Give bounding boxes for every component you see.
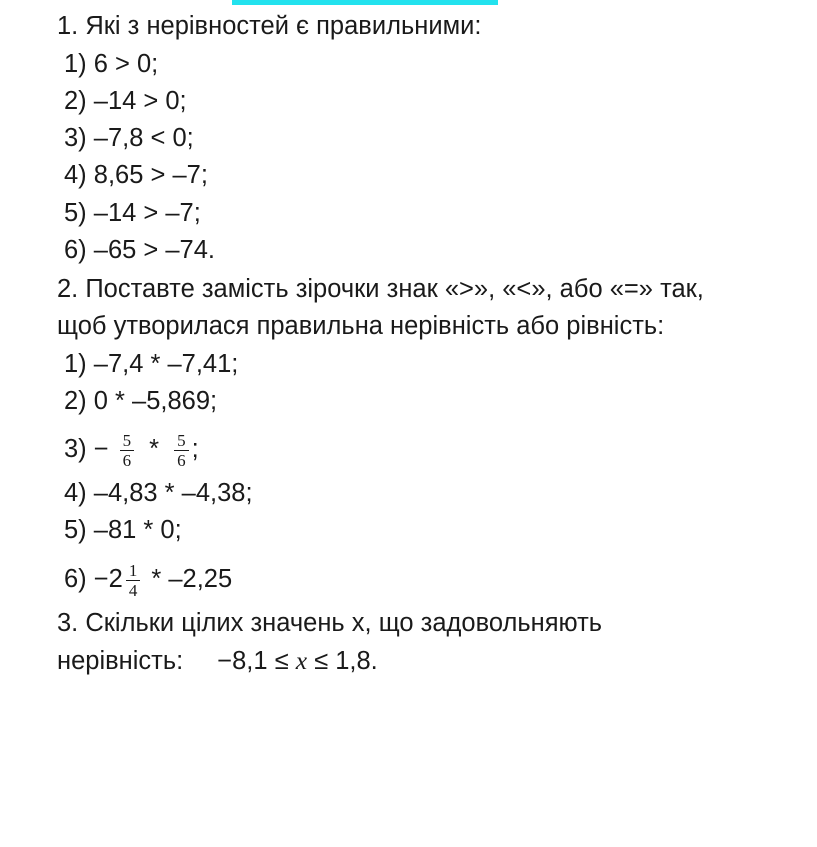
q3-ineq-left: −8,1 ≤ [217,647,289,675]
q1-item-4: 4) 8,65 > –7; [64,161,208,189]
q1-title: 1. Які з нерівностей є правильними: [57,12,482,40]
q1-item-5: 5) –14 > –7; [64,199,201,227]
q2-item-3 [64,431,199,470]
q2-item-3-star: * [149,435,160,464]
q2-item-6-rest: * –2,25 [151,565,233,594]
q2-item-4: 4) –4,83 * –4,38; [64,479,253,507]
q1-item-2: 2) –14 > 0; [64,87,187,115]
q3-line-1: 3. Скільки цілих значень х, що задовольняють [57,609,603,637]
q1-item-3: 3) –7,8 < 0; [64,124,194,152]
fraction-denominator: 6 [122,451,132,470]
fraction-numerator: 5 [174,431,189,451]
q3-label: нерівність: [57,647,184,675]
q2-item-3-suffix: ; [191,435,199,464]
fraction-numerator: 1 [126,561,141,581]
q1-item-6: 6) –65 > –74. [64,236,215,264]
q2-item-6-prefix: 6) −2 [64,565,123,594]
q3-ineq-right: ≤ 1,8. [314,647,378,675]
q2-item-2: 2) 0 * –5,869; [64,387,218,415]
q2-item-6-fraction [126,561,141,600]
fraction-denominator: 4 [128,581,138,600]
q2-item-3-fraction-a [120,431,135,470]
fraction-denominator: 6 [177,451,186,470]
q2-title-line-2: щоб утворилася правильна нерівність або рівність: [57,312,665,340]
q3-variable: x [295,646,308,675]
q2-item-3-prefix: 3) − [64,435,109,464]
q3-line-2 [57,646,378,676]
header-accent-strip [232,0,498,5]
fraction-numerator: 5 [120,431,135,451]
q1-item-1: 1) 6 > 0; [64,50,159,78]
q2-item-1: 1) –7,4 * –7,41; [64,350,239,378]
q2-title-line-1: 2. Поставте замість зірочки знак «>», «<», або «=» так, [57,275,704,303]
q2-item-6 [64,561,232,600]
q2-item-5: 5) –81 * 0; [64,516,182,544]
q2-item-3-fraction-b [174,431,189,470]
